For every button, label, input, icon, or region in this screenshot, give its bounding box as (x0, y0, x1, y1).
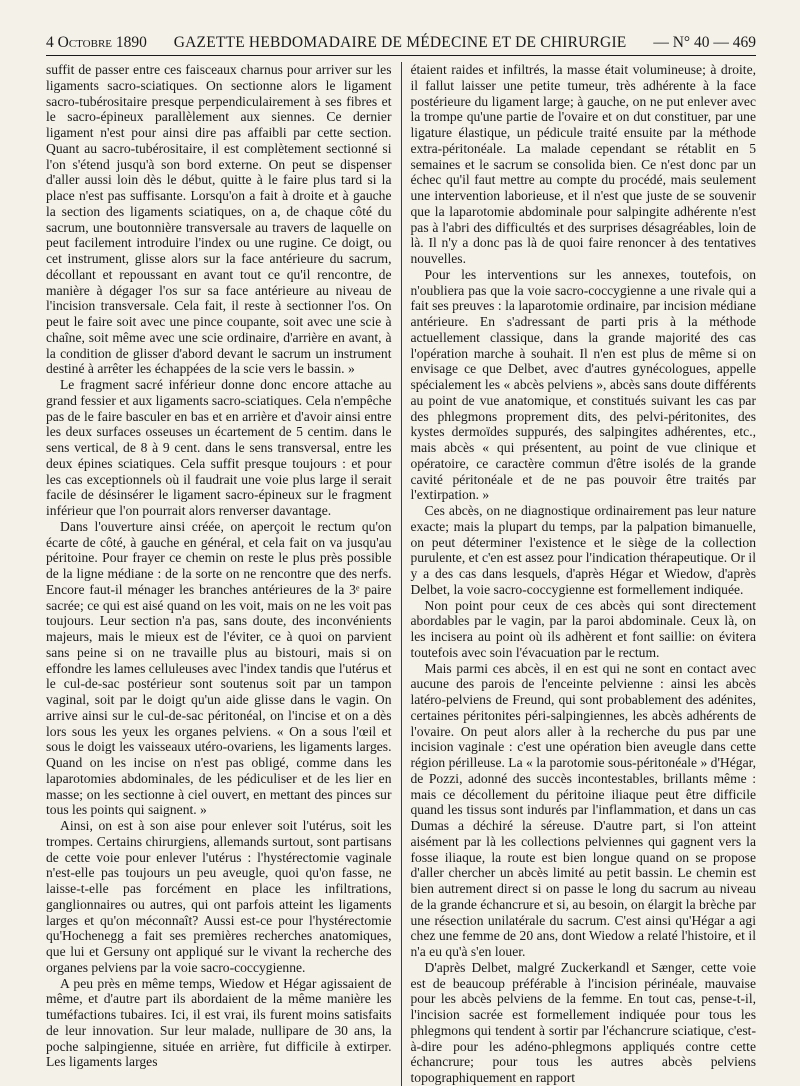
running-head (46, 34, 756, 56)
paragraph: A peu près en même temps, Wiedow et Hégar agissaient de même, et d'autre part ils abordaient de la même manière les tuméfactions tubaires. Ici, il est vrai, ils furent moins satisfaits de leur innovation. Sur leur malade, nullipare de 30 ans, la poche salpingienne, située en arrière, fut difficile à extirper. Les ligaments larges (46, 975, 392, 1070)
journal-title: GAZETTE HEBDOMADAIRE DE MÉDECINE ET DE CHIRURGIE (173, 34, 627, 51)
paragraph: suffit de passer entre ces faisceaux charnus pour arriver sur les ligaments sacro-sciatiques. On sectionne alors le ligament sacro-tubérositaire presque perpendiculairement à ses fibres et le sacro-épineux parallèlement aux siennes. Ce dernier ligament n'est pour ainsi dire pas affaibli par cette section. Quant au sacro-tubérositaire, il est complètement sectionné si l'on s'étend jusqu'à son bord externe. On peut se dispenser d'aller aussi loin dès le début, quitte à le faire plus tard si la place n'est pas suffisante. Lorsqu'on a fait à droite et à gauche la section des ligaments sciatiques, on a, de chaque côté du sacrum, une boutonnière transversale au travers de laquelle on peut facilement introduire l'index ou une rugine. Ce doigt, ou cet instrument, glisse alors sur la face antérieure du sacrum, décollant et repoussant en avant tout ce qu'il rencontre, de manière à dégager l'os sur sa face antérieure au niveau de l'incision transversale. Cela fait, il reste à sectionner l'os. On peut le faire soit avec une pince coupante, soit avec une scie à chaîne, soit même avec une scie ordinaire, d'arrière en avant, à la condition de glisser d'abord devant le sacrum un instrument destiné à arrêter les échappées de la scie vers le bassin. » (46, 62, 392, 377)
paragraph: Dans l'ouverture ainsi créée, on aperçoit le rectum qu'on écarte de côté, à gauche en général, et cela fait on va jusqu'au péritoine. Pour frayer ce chemin on reste le plus près possible de la ligne médiane : de la sorte on ne rencontre que des nerfs. Encore faut-il ménager les branches antérieures de la 3ᵉ paire sacrée; ce qui est aisé quand on les voit, mais on ne les voit pas toujours. Leur section n'a pas, sans doute, des inconvénients majeurs, mais le mieux est de l'éviter, ce à quoi on parvient sans peine si on ne travaille plus au bistouri, mais si on effondre les lames celluleuses avec l'index tandis que l'utérus et le cul-de-sac postérieur sont soutenus soit par un tampon vaginal, soit par le doigt qu'un aide glisse dans le vagin. On arrive ainsi sur le cul-de-sac péritonéal, on l'incise et on a dès lors sous les yeux les organes pelviens. « On a sous l'œil et sous le doigt les vaisseaux utéro-ovariens, les ligaments larges. Quand on les incise on n'est pas obligé, comme dans les laparotomies abdominales, de les pédiculiser et de les lier en masse; on les sectionne à ciel ouvert, en mettant des pinces sur tous les points qui saignent. » (46, 518, 392, 818)
paragraph: Le fragment sacré inférieur donne donc encore attache au grand fessier et aux ligaments sacro-sciatiques. Cela n'empêche pas de le faire basculer en bas et en arrière et d'avoir ainsi entre les deux surfaces osseuses un écartement de 5 centim. dans le sens vertical, de 8 à 9 cent. dans le sens transversal, entre les deux épines sciatiques. Cela suffit presque toujours : et pour les cas exceptionnels où il faudrait une voie plus large il serait facile de désinsérer le ligament sacro-épineux sur le fragment inférieur que l'on pourrait alors renverser davantage. (46, 377, 392, 518)
paragraph: Ainsi, on est à son aise pour enlever soit l'utérus, soit les trompes. Certains chirurgiens, allemands surtout, sont partisans de cette voie pour enlever l'utérus : l'hystérectomie vaginale n'est-elle pas toujours un peu aveugle, quoi qu'on fasse, ne laisse-t-elle pas forcément en place les infiltrations, ganglionnaires ou autres, qui ont parfois atteint les ligaments larges et qu'on méconnaît? Aussi est-ce pour l'hystérectomie qu'Hochenegg a fait ses premières recherches anatomiques, que lui et Gersuny ont appliqué sur le vivant la recherche des organes pelviens par la voie sacro-coccygienne. (46, 818, 392, 975)
paragraph: D'après Delbet, malgré Zuckerkandl et Sænger, cette voie est de beaucoup préférable à l'incision périnéale, mauvaise pour les abcès pelviens de la femme. En tout cas, pense-t-il, l'incision sacrée est formellement indiquée pour tous les phlegmons qui tendent à sortir par l'échancrure sciatique, c'est-à-dire pour les adéno-phlegmons appliqués contre cette échancrure; pour tous les autres abcès pelviens topographiquement en rapport (410, 959, 756, 1085)
paragraph: Mais parmi ces abcès, il en est qui ne sont en contact avec aucune des parois de l'enceinte pelvienne : ainsi les abcès latéro-pelviens de Freund, qui sont probablement des adénites, certaines péritonites péri-salpingiennes, les abcès adhérents de l'ovaire. On peut alors aller à la recherche du pus par une incision vaginale : c'est une opération bien aveugle dans cette région périlleuse. La « la parotomie sous-péritonéale » d'Hégar, de Pozzi, adonné des succès incontestables, brillants même : mais ce décollement du péritoine iliaque peut être difficile quand les tissus sont indurés par l'inflammation, et dans un cas Dumas a déchiré la séreuse. D'autre part, si l'on atteint aisément par là les collections pelviennes qui gagnent vers la fosse iliaque, la route est bien longue quand on se propose d'aller chercher un abcès limité au petit bassin. Le chemin est bien autrement direct si on passe le long du sacrum au niveau de la grande échancrure et si, au besoin, on élargit la brèche par une résection unilatérale du sacrum. C'est ainsi qu'Hégar a agi chez une femme de 20 ans, dont Wiedow a relaté l'histoire, et il n'a eu qu'à s'en louer. (410, 660, 756, 959)
two-column-body (46, 62, 756, 1086)
paragraph: étaient raides et infiltrés, la masse était volumineuse; à droite, il fallut laisser une petite tumeur, très adhérente à la face postérieure du ligament large; à gauche, on ne put enlever avec la trompe qu'une partie de l'ovaire et on dut constituer, par une ligature élastique, un pédicule traité ensuite par la méthode extra-péritonéale. La malade cependant se rétablit en 5 semaines et le sacrum se consolida bien. Ce n'est donc par un échec qu'il faut mettre au compte du procédé, mais seulement une intervention laborieuse, et il n'est que juste de se souvenir que la laparotomie abdominale pour salpingite adhérente n'est pas à l'abri des difficultés et des surprises désagréables, loin de là. Il n'y a donc pas là de quoi faire renoncer à des tentatives nouvelles. (410, 62, 756, 266)
right-column (411, 62, 757, 1086)
paragraph: Ces abcès, on ne diagnostique ordinairement pas leur nature exacte; mais la plupart du temps, par la palpation bimanuelle, on peut déterminer l'existence et le siège de la collection purulente, et c'en est assez pour l'indication thérapeutique. Or il y a des cas dans lesquels, d'après Hégar et Wiedow, d'après Delbet, la voie sacro-coccygienne est formellement indiquée. (410, 503, 756, 597)
left-column (46, 62, 392, 1086)
column-rule (401, 62, 402, 1086)
issue-and-page-number: — N° 40 — 469 (653, 34, 756, 51)
paragraph: Pour les interventions sur les annexes, toutefois, on n'oubliera pas que la voie sacro-coccygienne a une rivale qui a fait ses preuves : la laparotomie ordinaire, par incision médiane antérieure. En s'adressant de parti pris à la méthode actuellement classique, dans la grande majorité des cas l'opération marche à souhait. Il n'en est plus de même si on envisage ce que Delbet, avec d'autres gynécologues, appelle spécialement les « abcès pelviens », abcès sans doute différents au point de vue anatomique, et constitués suivant les cas par des phlegmons proprement dits, des pelvi-péritonites, des kystes dermoïdes suppurés, des salpingites adhérentes, etc., mais abcès « qui présentent, au point de vue clinique et opératoire, ce caractère commun d'être isolés de la grande cavité péritonéale et de ne pas pouvoir être traités par l'extirpation. » (410, 266, 756, 503)
issue-date: 4 Octobre 1890 (46, 34, 147, 51)
paragraph: Non point pour ceux de ces abcès qui sont directement abordables par le vagin, par la paroi abdominale. Ceux là, on les incisera au point où ils adhèrent et font saillie: on évitera toutefois avec soin l'évacuation par le rectum. (410, 597, 756, 660)
